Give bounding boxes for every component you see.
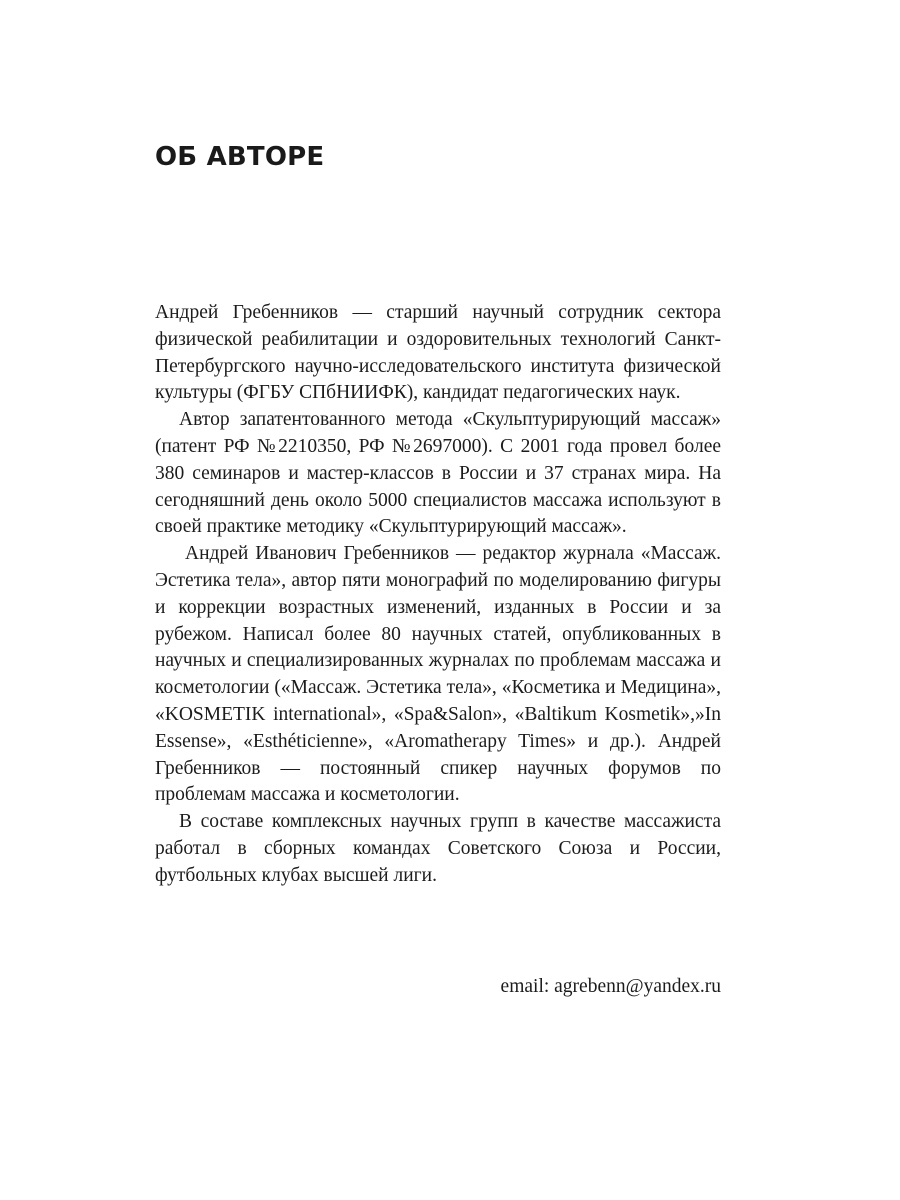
- author-bio: [155, 300, 721, 890]
- bio-paragraph-4: В составе комплексных научных групп в качестве массажиста работал в сборных командах Советского Союза и России, футбольных клубах высшей лиги.: [155, 811, 721, 886]
- bio-paragraph-3: Андрей Иванович Гребенников — редактор журнала «Массаж. Эстетика тела», автор пяти монографий по моделированию фигуры и коррекции возрастных изменений, изданных в России и за рубежом. Написал более 80 научных статей, опубликованных в научных и специализированных журналах по проблемам массажа и косметологии («Массаж. Эстетика тела», «Косметика и Медицина», «KOSMETIK international», «Spa&Salon», «Baltikum Kosmetik»,»In Essense», «Esthéticienne», «Aromatherapy Times» и др.). Андрей Гребенников — постоянный спикер научных форумов по проблемам массажа и косметологии.: [155, 543, 721, 806]
- bio-paragraph-2: Автор запатентованного метода «Скульптурирующий массаж» (патент РФ №2210350, РФ №2697000). С 2001 года провел более 380 семинаров и мастер-классов в России и 37 странах мира. На сегодняшний день около 5000 специалистов массажа используют в своей практике методику «Скульптурирующий массаж».: [155, 409, 721, 538]
- author-email: email: agrebenn@yandex.ru: [500, 976, 721, 997]
- bio-paragraph-1: Андрей Гребенников — старший научный сотрудник сектора физической реабилитации и оздоровительных технологий Санкт-Петербургского научно-исследовательского института физической культуры (ФГБУ СПбНИИФК), кандидат педагогических наук.: [155, 302, 721, 404]
- page-title: ОБ АВТОРЕ: [155, 142, 325, 172]
